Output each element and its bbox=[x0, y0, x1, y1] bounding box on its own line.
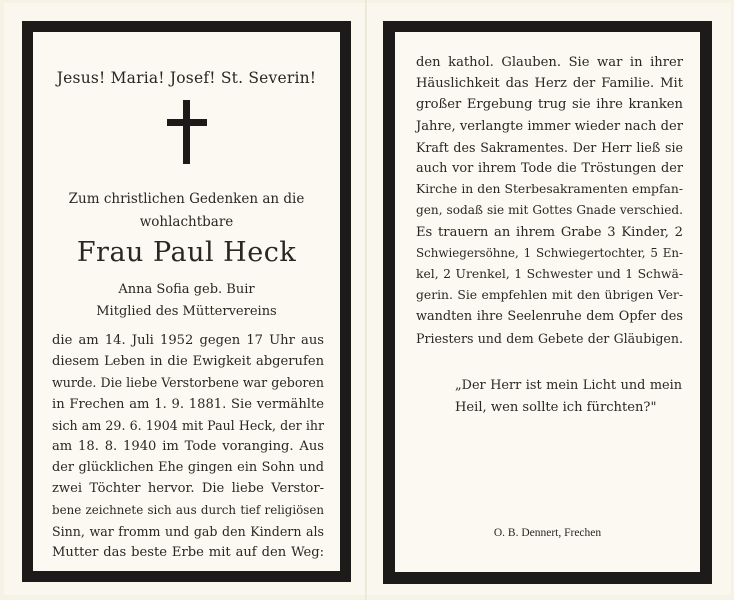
text-line: Mutter das beste Erbe mit auf den Weg: bbox=[52, 545, 324, 561]
text-line: gerin. Sie empfehlen mit den übrigen Ver- bbox=[416, 288, 683, 303]
intro-line: Zum christlichen Gedenken an die bbox=[68, 191, 305, 207]
text-line: Schwiegersöhne, 1 Schwiegertochter, 5 En- bbox=[416, 245, 683, 260]
memorial-intro bbox=[33, 188, 340, 234]
text-line: bene zeichnete sich aus durch tief religiösen bbox=[52, 502, 324, 517]
text-line: Kirche in den Sterbesakramenten empfan- bbox=[416, 182, 683, 197]
membership: Mitglied des Müttervereins bbox=[96, 304, 277, 319]
scripture-quote bbox=[455, 375, 682, 419]
birth-name: Anna Sofia geb. Buir bbox=[118, 282, 255, 297]
text-line: Häuslichkeit das Herz der Familie. Mit bbox=[416, 76, 683, 92]
text-line: Kraft des Sakramentes. Der Herr ließ sie bbox=[416, 139, 683, 155]
quote-line: „Der Herr ist mein Licht und mein bbox=[455, 378, 682, 393]
text-line: der glücklichen Ehe gingen ein Sohn und bbox=[52, 460, 324, 476]
deceased-name: Frau Paul Heck bbox=[76, 237, 297, 268]
printer-imprint: O. B. Dennert, Frechen bbox=[493, 527, 602, 539]
text-line: sich am 29. 6. 1904 mit Paul Heck, der ihr bbox=[52, 417, 324, 433]
text-line: Es trauern an ihrem Grabe 3 Kinder, 2 bbox=[416, 224, 683, 240]
text-line: Jahre, verlangte immer wieder nach der bbox=[416, 118, 683, 134]
text-line: Sinn, war fromm und gab den Kindern als bbox=[52, 523, 324, 539]
intro-line: wohlachtbare bbox=[139, 214, 234, 230]
text-line: den kathol. Glauben. Sie war in ihrer bbox=[416, 55, 683, 70]
biography-text bbox=[52, 330, 324, 563]
text-line: in Frechen am 1. 9. 1881. Sie vermählte bbox=[52, 396, 324, 412]
text-line: wandten ihre Seelenruhe dem Opfer des bbox=[416, 309, 683, 325]
text-line: zwei Töchter hervor. Die liebe Verstor- bbox=[52, 481, 324, 497]
cross-vertical-bar bbox=[183, 100, 190, 164]
text-line: großer Ergebung trug sie ihre kranken bbox=[416, 97, 683, 113]
text-line: auch vor ihrem Tode die Tröstungen der bbox=[416, 161, 683, 177]
quote-line: Heil, wen sollte ich fürchten?" bbox=[455, 400, 657, 415]
biography-continued-text bbox=[416, 52, 683, 349]
cross-icon bbox=[167, 100, 207, 164]
text-line: die am 14. Juli 1952 gegen 17 Uhr aus bbox=[52, 333, 324, 348]
card-fold bbox=[365, 0, 367, 600]
text-line: kel, 2 Urenkel, 1 Schwester und 1 Schwä- bbox=[416, 267, 683, 282]
text-line: gen, sodaß sie mit Gottes Gnade verschied. bbox=[416, 203, 683, 218]
text-line: wurde. Die liebe Verstorbene war geboren bbox=[52, 375, 324, 391]
left-mourning-frame bbox=[22, 21, 351, 582]
text-line: diesem Leben in die Ewigkeit abgerufen bbox=[52, 354, 324, 370]
deceased-details bbox=[33, 279, 340, 323]
text-line: Priesters und dem Gebete der Gläubigen. bbox=[416, 330, 683, 346]
invocation-heading: Jesus! Maria! Josef! St. Severin! bbox=[56, 69, 317, 87]
cross-horizontal-bar bbox=[167, 119, 207, 126]
right-mourning-frame bbox=[383, 21, 712, 584]
text-line: am 18. 8. 1940 im Tode voranging. Aus bbox=[52, 439, 324, 455]
